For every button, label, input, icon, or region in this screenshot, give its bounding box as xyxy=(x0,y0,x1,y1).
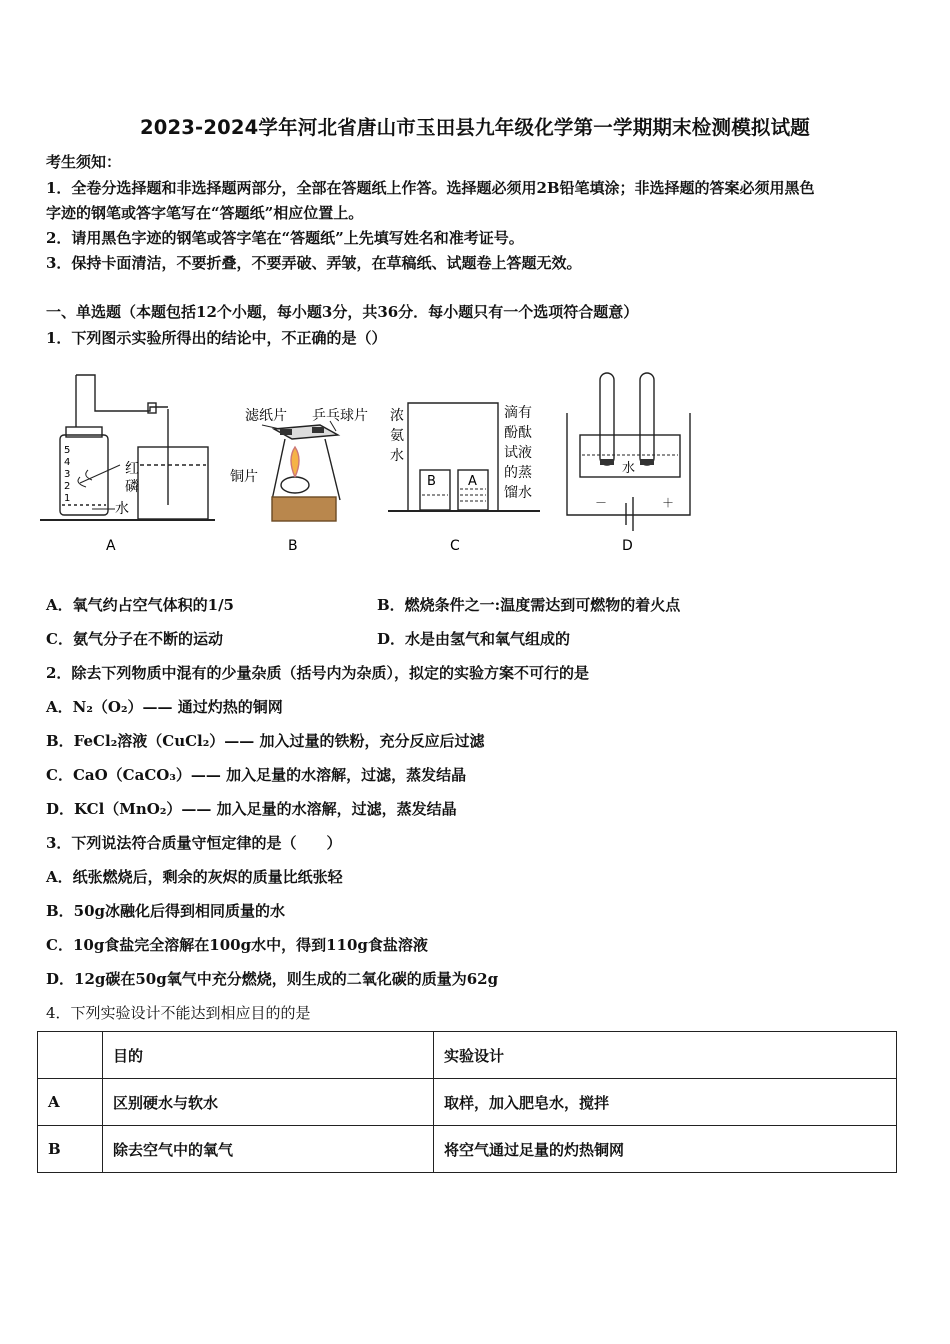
table-row xyxy=(38,1126,897,1173)
fig-a-phosphorus: 磷 xyxy=(125,479,139,495)
fig-c-phenol-5: 馏水 xyxy=(504,485,532,501)
fig-c-ammonia-1: 浓 xyxy=(390,408,404,424)
q2-option: A．N₂（O₂）—— 通过灼热的铜网 xyxy=(46,698,283,716)
fig-c-phenol-2: 酚酞 xyxy=(504,425,532,441)
fig-c-ammonia-3: 水 xyxy=(390,448,404,464)
tube-left xyxy=(600,373,614,465)
fig-a-label: A xyxy=(106,538,116,554)
q1-option-c: C．氨气分子在不断的运动 xyxy=(46,630,223,648)
fig-a-mark: 3 xyxy=(64,469,71,480)
bell-jar xyxy=(408,403,498,510)
fig-c-phenol-1: 滴有 xyxy=(504,405,532,421)
page-title: 2023-2024学年河北省唐山市玉田县九年级化学第一学期期末检测模拟试题 xyxy=(139,116,811,139)
q2-option: C．CaO（CaCO₃）—— 加入足量的水溶解，过滤，蒸发结晶 xyxy=(46,766,467,784)
q3-option: C．10g食盐完全溶解在100g水中，得到110g食盐溶液 xyxy=(46,936,428,954)
fig-c-ammonia-2: 氨 xyxy=(390,428,404,444)
fig-a-mark: 5 xyxy=(64,445,71,456)
table-cell: 取样，加入肥皂水，搅拌 xyxy=(434,1079,897,1126)
question-4-stem: 4．下列实验设计不能达到相应目的的是 xyxy=(46,1004,311,1022)
fig-b-filter-paper: 滤纸片 xyxy=(245,408,287,424)
table-cell: B xyxy=(38,1126,103,1173)
table-cell: A xyxy=(38,1079,103,1126)
notice-item: 1．全卷分选择题和非选择题两部分，全部在答题纸上作答。选择题必须用2B铅笔填涂；非选择题的答案必须用黑色 xyxy=(46,179,815,197)
q3-option: A．纸张燃烧后，剩余的灰烬的质量比纸张轻 xyxy=(46,868,343,886)
fig-c-beaker-b: B xyxy=(427,474,436,489)
fig-c-label: C xyxy=(450,538,460,554)
notice-item: 字迹的钢笔或答字笔写在“答题纸”相应位置上。 xyxy=(46,204,364,222)
q2-option: B．FeCl₂溶液（CuCl₂）—— 加入过量的铁粉，充分反应后过滤 xyxy=(46,732,485,750)
fig-c-phenol-3: 试液 xyxy=(504,445,532,461)
fig-d-water: 水 xyxy=(622,461,636,476)
table-header-cell: 实验设计 xyxy=(434,1032,897,1079)
table-header-row xyxy=(38,1032,897,1079)
fig-a-water: 水 xyxy=(115,501,129,517)
notice-item: 3．保持卡面清洁，不要折叠，不要弄破、弄皱，在草稿纸、试题卷上答题无效。 xyxy=(46,254,582,272)
tube-right xyxy=(640,373,654,465)
q3-option: D．12g碳在50g氧气中充分燃烧，则生成的二氧化碳的质量为62g xyxy=(46,970,499,988)
table-cell: 除去空气中的氧气 xyxy=(103,1126,434,1173)
q2-option: D．KCl（MnO₂）—— 加入足量的水溶解，过滤，蒸发结晶 xyxy=(46,800,457,818)
table-header-cell: 目的 xyxy=(103,1032,434,1079)
beaker xyxy=(138,447,208,519)
notice-heading: 考生须知： xyxy=(46,153,122,171)
wood-block xyxy=(272,497,336,521)
figure-b xyxy=(262,421,340,521)
section-heading: 一、单选题（本题包括12个小题，每小题3分，共36分．每小题只有一个选项符合题意） xyxy=(46,303,639,321)
fig-c-beaker-a: A xyxy=(468,474,477,489)
table-cell: 区别硬水与软水 xyxy=(103,1079,434,1126)
q1-option-b: B．燃烧条件之一:温度需达到可燃物的着火点 xyxy=(377,596,681,614)
fig-c-phenol-4: 的蒸 xyxy=(504,465,532,481)
fig-b-label: B xyxy=(288,538,298,554)
fig-b-pingpong: 乒乓球片 xyxy=(312,408,368,424)
q1-option-a: A．氧气约占空气体积的1/5 xyxy=(46,596,234,614)
fig-d-plus: ＋ xyxy=(662,496,675,510)
question-1-figure xyxy=(40,365,900,565)
question-1-stem: 1．下列图示实验所得出的结论中，不正确的是（） xyxy=(46,329,387,347)
fig-a-mark: 2 xyxy=(64,481,71,492)
fig-d-minus: － xyxy=(595,496,608,510)
question-3-stem: 3．下列说法符合质量守恒定律的是（ ） xyxy=(46,834,342,852)
q1-option-d: D．水是由氢气和氧气组成的 xyxy=(377,630,571,648)
table-cell: 将空气通过足量的灼热铜网 xyxy=(434,1126,897,1173)
fig-a-red: 红 xyxy=(125,461,139,477)
flame xyxy=(291,447,299,477)
connecting-tube xyxy=(76,375,168,411)
notice-item: 2．请用黑色字迹的钢笔或答字笔在“答题纸”上先填写姓名和准考证号。 xyxy=(46,229,524,247)
alcohol-lamp xyxy=(281,477,309,493)
fig-b-copper: 铜片 xyxy=(230,469,258,485)
fig-a-mark: 4 xyxy=(64,457,71,468)
experiment-diagrams xyxy=(40,365,900,565)
fig-d-label: D xyxy=(622,538,633,554)
q3-option: B．50g冰融化后得到相同质量的水 xyxy=(46,902,286,920)
question-2-stem: 2．除去下列物质中混有的少量杂质（括号内为杂质），拟定的实验方案不可行的是 xyxy=(46,664,589,682)
table-header-cell xyxy=(38,1032,103,1079)
fig-a-mark: 1 xyxy=(64,493,71,504)
table-row xyxy=(38,1079,897,1126)
question-4-table xyxy=(37,1031,897,1173)
